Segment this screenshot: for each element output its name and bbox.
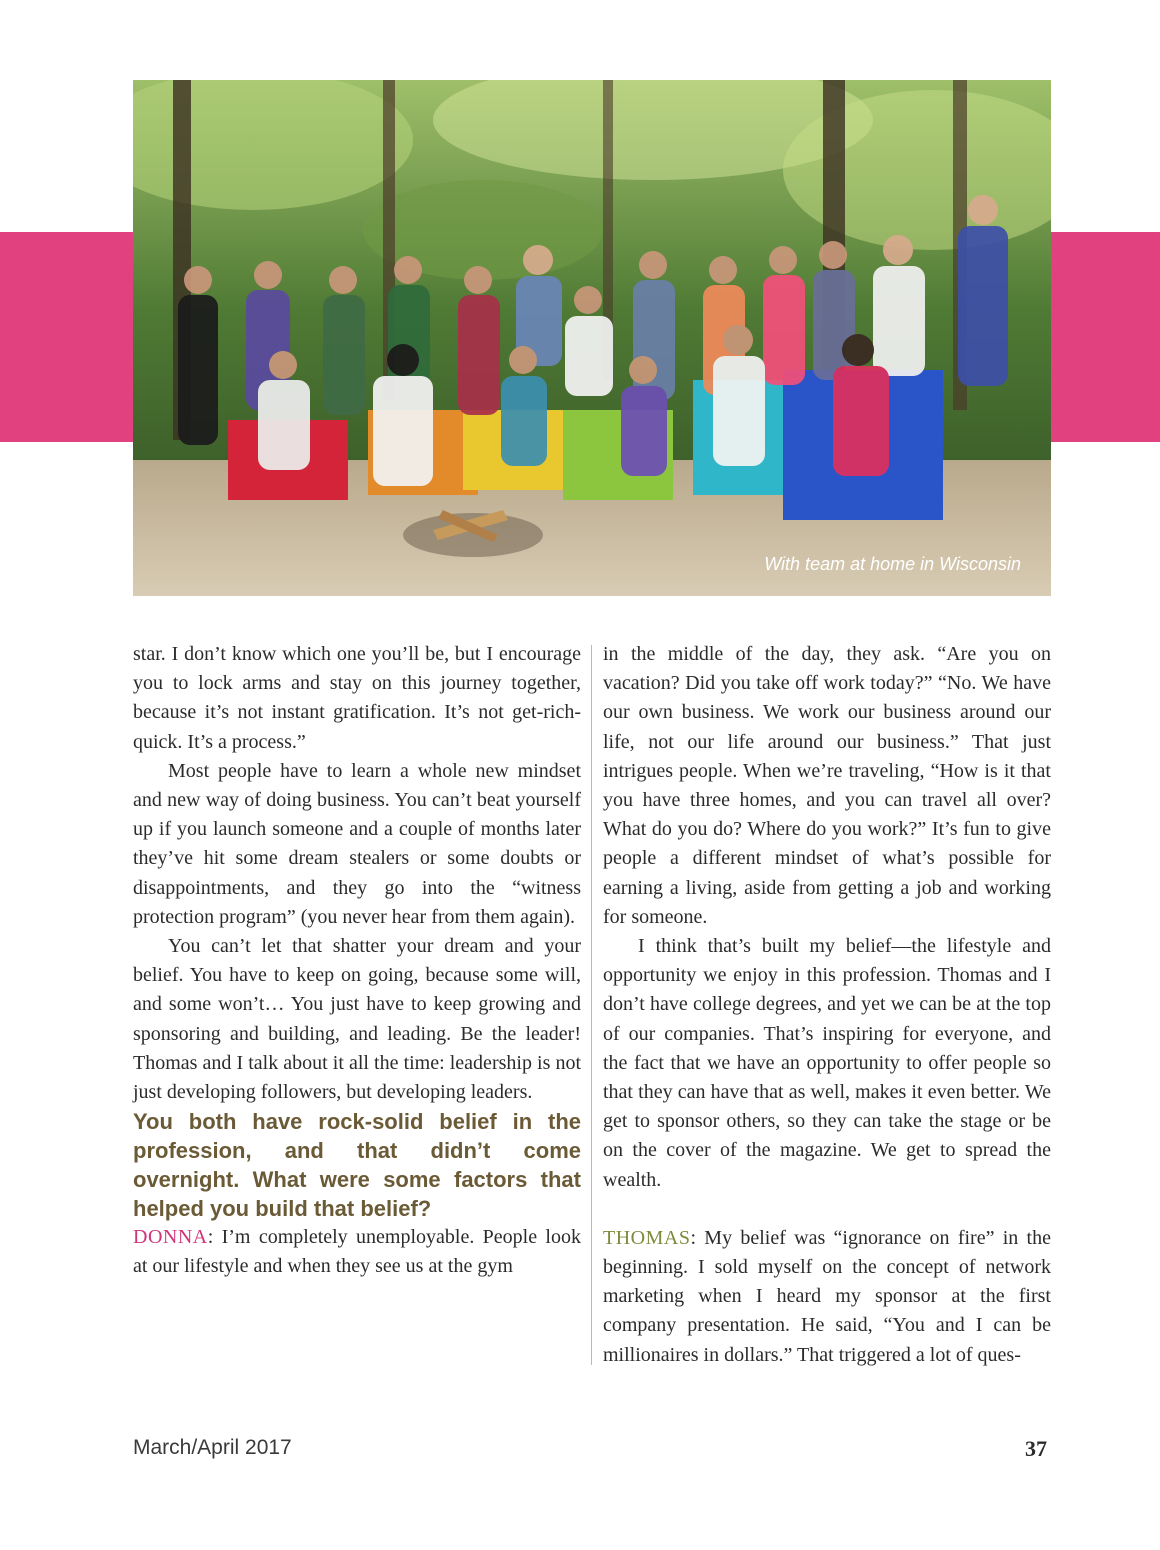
paragraph: in the middle of the day, they ask. “Are you on vacation? Did you take off work today?” “No. We have our own business. We work our business around our life, not our life around our business.” That just intrigues people. When we’re traveling, “How is it that you have three homes, and you can travel all over? What do you do? Where do you work?” It’s fun to give people a different mindset of what’s possible for earning a living, aside from getting a job and working for someone. <box>603 643 1051 928</box>
right-column <box>603 640 1051 1370</box>
answer-text: : I’m completely unemployable. People look at our lifestyle and when they see us at the gym <box>133 1226 581 1278</box>
paragraph <box>603 1224 1051 1370</box>
paragraph <box>133 1223 581 1281</box>
speaker-donna: DONNA <box>133 1226 208 1249</box>
photo-caption: With team at home in Wisconsin <box>764 554 1021 574</box>
left-column <box>133 640 581 1282</box>
paragraph: I think that’s built my belief—the lifestyle and opportunity we enjoy in this profession. Thomas and I don’t have college degrees, and yet we can be at the top of our companies. That’s inspiring for everyone, and the fact that we have an opportunity to offer people so that they can have that as well, makes it even better. We get to sponsor others, so they can take the stage or be on the cover of the magazine. We get to spread the wealth. <box>603 935 1051 1191</box>
team-photo-illustration <box>133 80 1051 596</box>
interview-question: You both have rock-solid belief in the profession, and that didn’t come overnight. What were some factors that helped you build that belief? <box>133 1109 581 1222</box>
paragraph: Most people have to learn a whole new mindset and new way of doing business. You can’t beat yourself up if you launch someone and a couple of months later they’ve hit some dream stealers or some doubts or disappointments, and they go into the “witness protection program” (you never hear from them again). <box>133 759 581 928</box>
answer-text: : My belief was “ignorance on fire” in the beginning. I sold myself on the concept of network marketing when I heard my sponsor at the first company presentation. He said, “You and I can be millionaires in dollars.” That triggered a lot of ques- <box>603 1226 1051 1366</box>
page-number: 37 <box>1025 1436 1047 1461</box>
paragraph: You can’t let that shatter your dream and your belief. You have to keep on going, because some will, and some won’t… You just have to keep growing and sponsoring and building, and leading. Be the leader! Thomas and I talk about it all the time: leadership is not just developing followers, but developing leaders. <box>133 935 581 1104</box>
team-photo <box>133 80 1051 596</box>
speaker-thomas: THOMAS <box>603 1226 691 1249</box>
issue-date: March/April 2017 <box>133 1436 292 1459</box>
paragraph: star. I don’t know which one you’ll be, but I encourage you to lock arms and stay on this journey together, because it’s not instant gratification. It’s not get-rich-quick. It’s a process.” <box>133 643 581 753</box>
column-divider <box>591 645 592 1365</box>
